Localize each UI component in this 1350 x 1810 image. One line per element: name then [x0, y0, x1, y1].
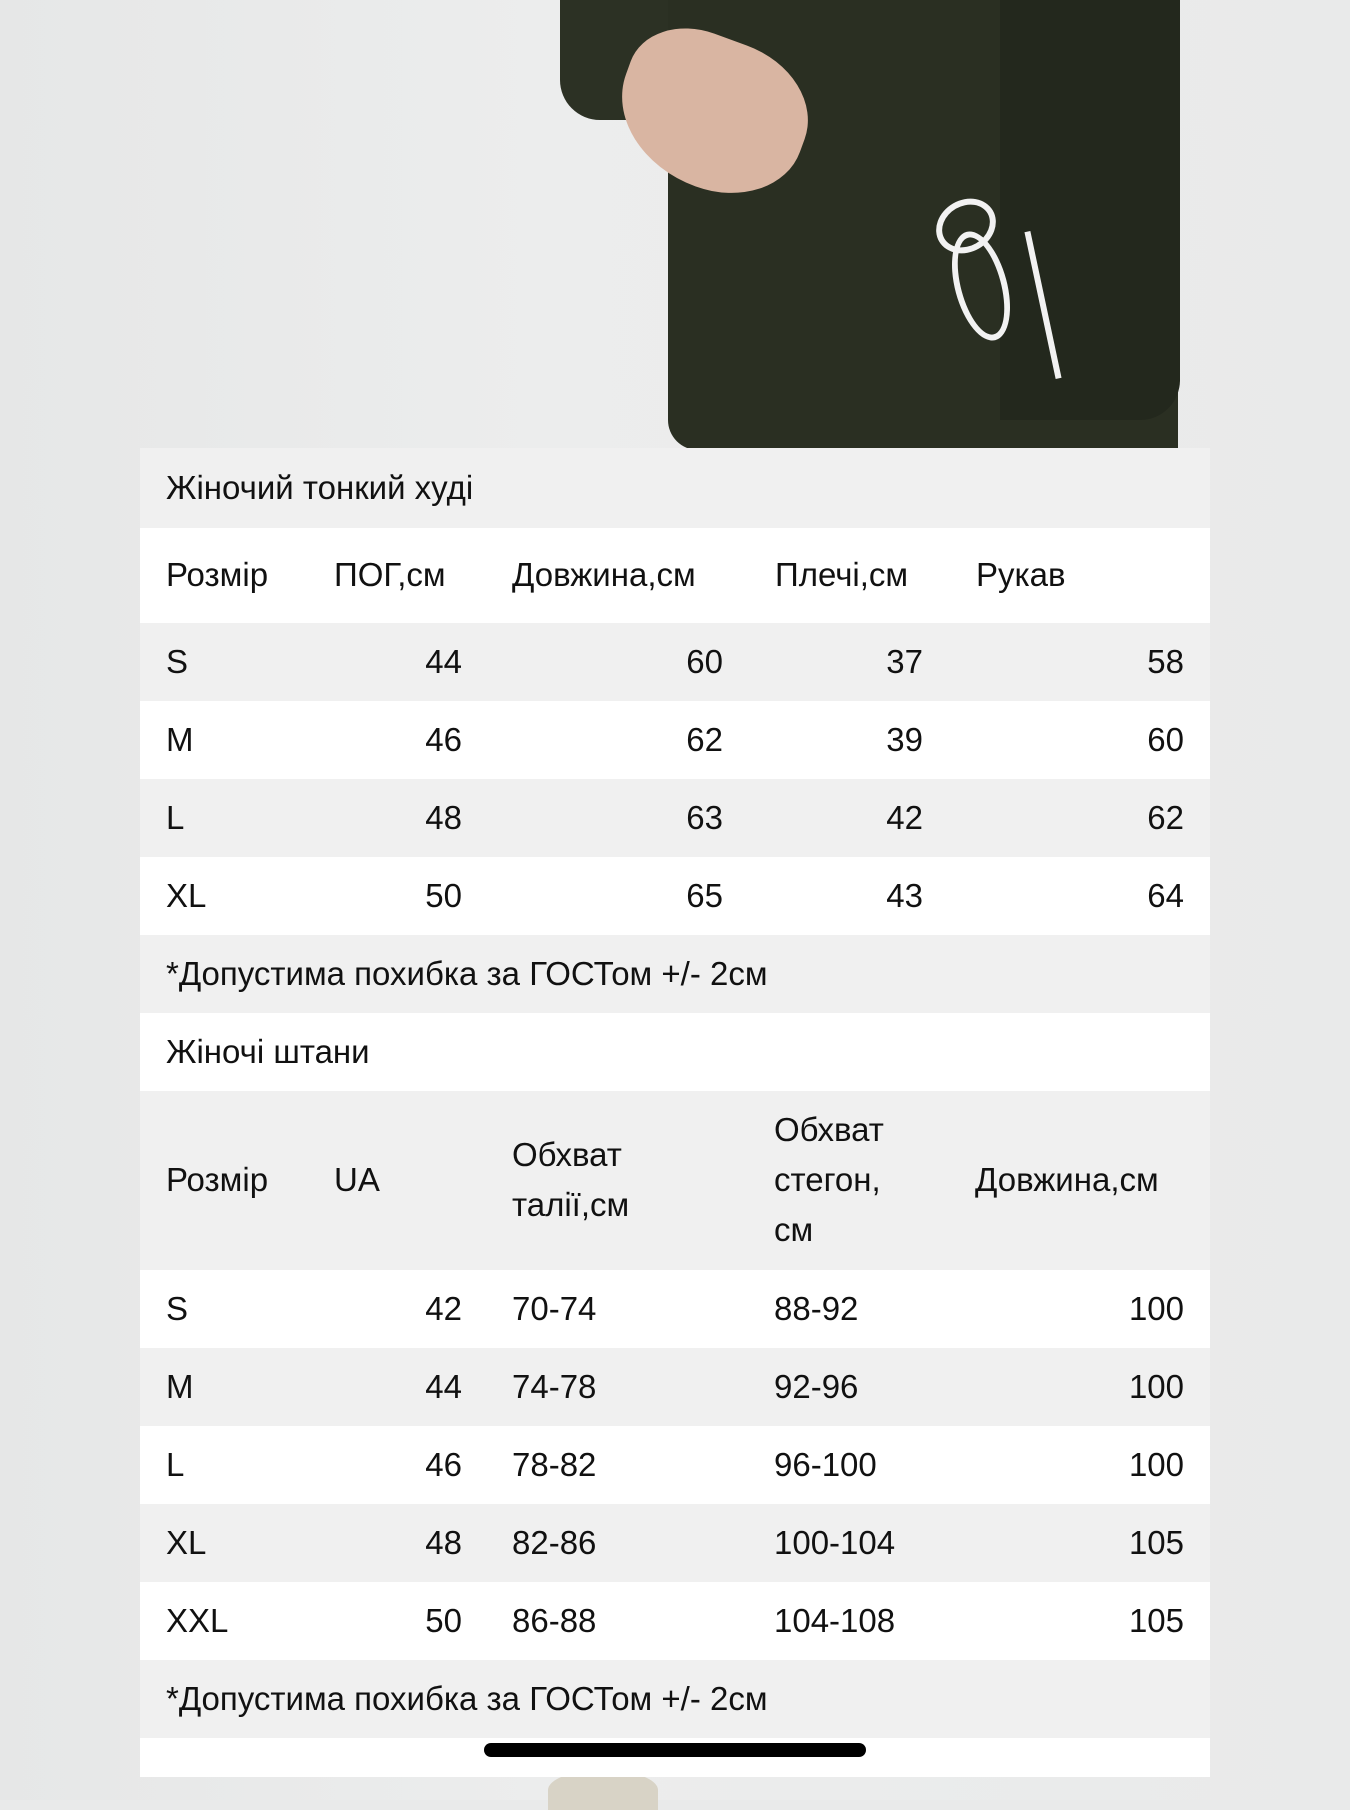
- header-waist-line1: Обхват: [512, 1136, 622, 1173]
- pants-title-row: [140, 1013, 1210, 1091]
- cell-shoulders: 37: [886, 643, 923, 680]
- header-hips-line2: стегон,: [774, 1161, 881, 1198]
- cell-size: L: [166, 799, 185, 836]
- cell-size: XL: [166, 877, 207, 914]
- cell-hips: 100-104: [774, 1524, 896, 1561]
- size-chart-card: [140, 448, 1210, 1777]
- cell-shoulders: 42: [886, 799, 923, 836]
- cell-waist: 78-82: [512, 1446, 597, 1483]
- cell-shoulders: 43: [886, 877, 923, 914]
- cell-size: M: [166, 721, 194, 758]
- hoodie-side: [1000, 0, 1180, 420]
- home-indicator[interactable]: [484, 1743, 866, 1757]
- header-ua: UA: [334, 1161, 380, 1198]
- pants-note-row: [140, 1660, 1210, 1738]
- cell-ua: 46: [425, 1446, 462, 1483]
- cell-size: S: [166, 643, 189, 680]
- cell-length: 100: [1128, 1290, 1184, 1327]
- header-length: Довжина,см: [512, 556, 696, 593]
- cell-sleeve: 62: [1147, 799, 1184, 836]
- cell-ua: 48: [425, 1524, 462, 1561]
- cell-size: S: [166, 1290, 189, 1327]
- cell-sleeve: 60: [1147, 721, 1184, 758]
- cell-ua: 42: [425, 1290, 462, 1327]
- cell-chest: 44: [425, 643, 462, 680]
- cell-size: L: [166, 1446, 185, 1483]
- hoodie-note-row: [140, 935, 1210, 1013]
- header-hips-line3: см: [774, 1211, 814, 1248]
- table-row: [140, 701, 1210, 779]
- table-row: [140, 1270, 1210, 1348]
- table-row: [140, 857, 1210, 935]
- table-row: [140, 1426, 1210, 1504]
- cell-hips: 92-96: [774, 1368, 859, 1405]
- cell-length: 65: [686, 877, 723, 914]
- cell-hips: 104-108: [774, 1602, 896, 1639]
- header-size: Розмір: [166, 1161, 269, 1198]
- cell-chest: 48: [425, 799, 462, 836]
- cell-waist: 70-74: [512, 1290, 597, 1327]
- cell-hips: 96-100: [774, 1446, 877, 1483]
- table-row: [140, 623, 1210, 701]
- cell-length: 62: [686, 721, 723, 758]
- cell-length: 63: [686, 799, 723, 836]
- cell-size: M: [166, 1368, 194, 1405]
- hoodie-header-row: [140, 528, 1210, 623]
- tolerance-note: *Допустима похибка за ГОСТом +/- 2см: [166, 955, 768, 992]
- tolerance-note: *Допустима похибка за ГОСТом +/- 2см: [166, 1680, 768, 1717]
- cell-sleeve: 58: [1147, 643, 1184, 680]
- header-length: Довжина,см: [975, 1161, 1159, 1198]
- pants-table-title: Жіночі штани: [166, 1033, 370, 1070]
- cell-chest: 46: [425, 721, 462, 758]
- cell-length: 105: [1128, 1602, 1184, 1639]
- cell-length: 105: [1128, 1524, 1184, 1561]
- header-shoulders: Плечі,см: [775, 556, 909, 593]
- cell-waist: 86-88: [512, 1602, 597, 1639]
- cell-length: 100: [1128, 1446, 1184, 1483]
- cell-ua: 50: [425, 1602, 462, 1639]
- cell-hips: 88-92: [774, 1290, 859, 1327]
- table-row: [140, 1582, 1210, 1660]
- cell-sleeve: 64: [1147, 877, 1184, 914]
- cell-length: 60: [686, 643, 723, 680]
- cell-size: XL: [166, 1524, 207, 1561]
- header-sleeve: Рукав: [976, 556, 1066, 593]
- hoodie-table-title: Жіночий тонкий худі: [166, 469, 474, 506]
- header-size: Розмір: [166, 556, 269, 593]
- table-row: [140, 1348, 1210, 1426]
- cell-shoulders: 39: [886, 721, 923, 758]
- header-chest: ПОГ,см: [334, 556, 446, 593]
- header-hips-line1: Обхват: [774, 1111, 884, 1148]
- pants-header-row: [140, 1091, 1210, 1270]
- hoodie-title-row: [140, 448, 1210, 528]
- table-row: [140, 779, 1210, 857]
- table-row: [140, 1504, 1210, 1582]
- cell-chest: 50: [425, 877, 462, 914]
- cell-waist: 74-78: [512, 1368, 597, 1405]
- cell-size: XXL: [166, 1602, 229, 1639]
- cell-ua: 44: [425, 1368, 462, 1405]
- header-waist-line2: талії,см: [512, 1186, 630, 1223]
- cell-length: 100: [1128, 1368, 1184, 1405]
- cell-waist: 82-86: [512, 1524, 597, 1561]
